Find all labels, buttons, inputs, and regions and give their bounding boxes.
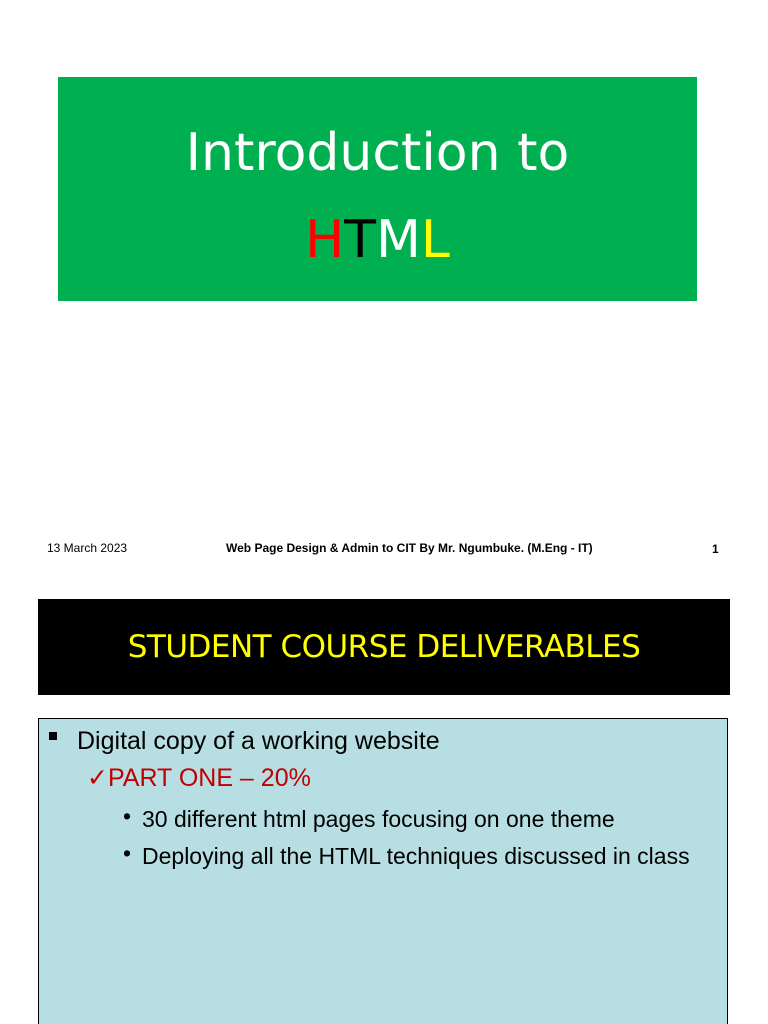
title-line1: Introduction to bbox=[185, 123, 570, 183]
dot-bullet-icon: • bbox=[123, 840, 132, 866]
slide-heading: STUDENT COURSE DELIVERABLES bbox=[38, 599, 730, 695]
square-bullet-icon bbox=[49, 732, 57, 740]
list-item-text: Deploying all the HTML techniques discussed in class bbox=[142, 843, 690, 869]
list-item-text: 30 different html pages focusing on one theme bbox=[142, 806, 615, 832]
bullet-text: Digital copy of a working website bbox=[77, 727, 440, 755]
sub-bullet-text: PART ONE – 20% bbox=[107, 764, 311, 792]
title-box bbox=[58, 77, 697, 301]
title-letter-m: M bbox=[376, 210, 421, 270]
footer-author: Web Page Design & Admin to CIT By Mr. Ngumbuke. (M.Eng - IT) bbox=[226, 541, 593, 555]
page-number: 1 bbox=[712, 542, 719, 556]
list-item bbox=[123, 842, 723, 870]
sub-bullet-item bbox=[87, 763, 311, 793]
footer-date: 13 March 2023 bbox=[47, 541, 128, 555]
title-letter-l: L bbox=[420, 210, 450, 270]
content-box bbox=[38, 718, 728, 1024]
bullet-item bbox=[49, 727, 440, 756]
title-letter-t: T bbox=[344, 210, 376, 270]
dot-bullet-icon: • bbox=[123, 803, 132, 829]
title-letter-h: H bbox=[305, 210, 345, 270]
checkmark-icon: ✓ bbox=[87, 764, 108, 792]
title-line2 bbox=[58, 208, 697, 272]
list-item bbox=[123, 805, 615, 833]
